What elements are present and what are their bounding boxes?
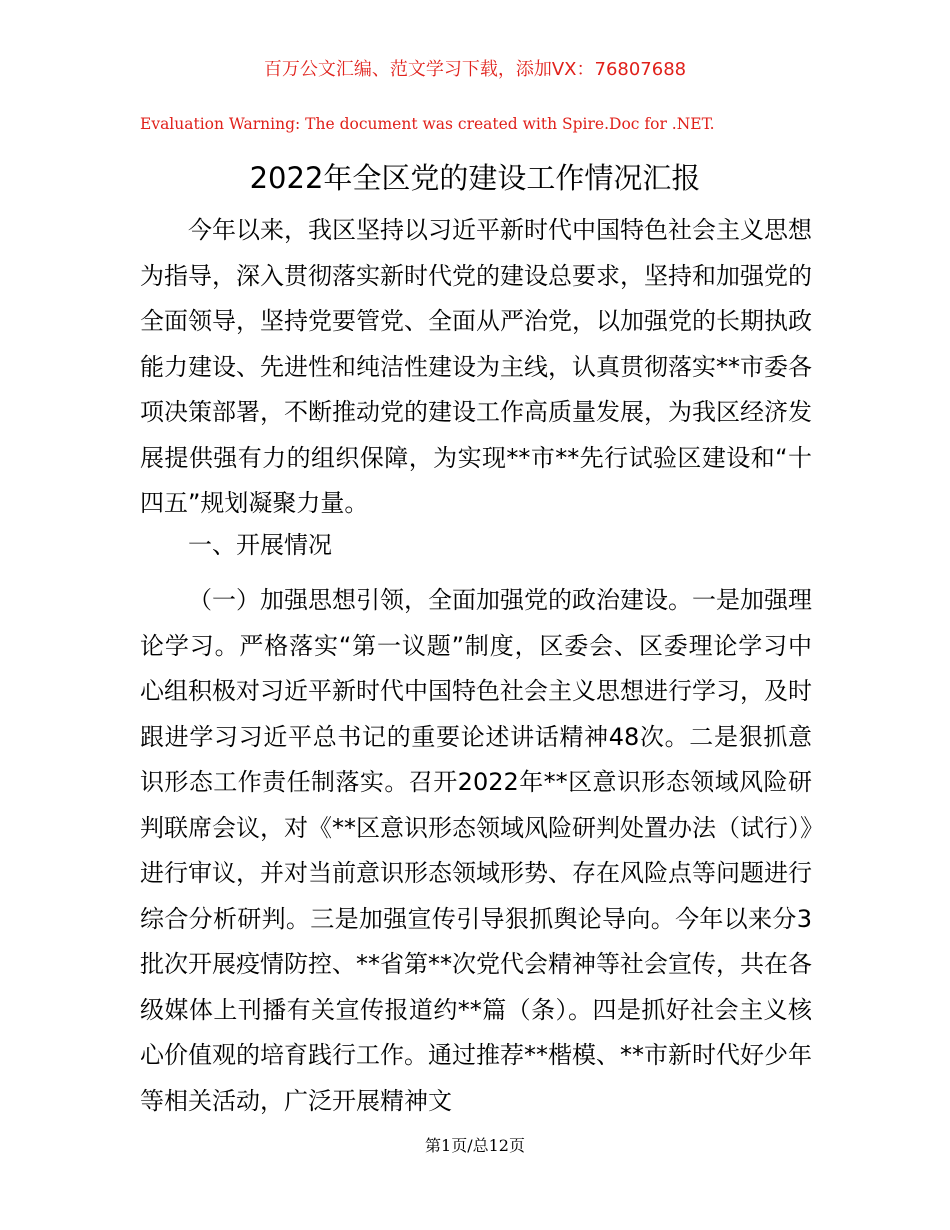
header-banner: 百万公文汇编、范文学习下载，添加VX：76807688 — [263, 59, 687, 80]
page-indicator: 第1页/总12页 — [425, 1136, 525, 1155]
document-title: 2022年全区党的建设工作情况汇报 — [249, 161, 701, 195]
evaluation-warning: Evaluation Warning: The document was created with Spire.Doc for .NET. — [140, 115, 715, 133]
intro-paragraph: 今年以来，我区坚持以习近平新时代中国特色社会主义思想为指导，深入贯彻落实新时代党的建设总要求，坚持和加强党的全面领导，坚持党要管党、全面从严治党，以加强党的长期执政能力建设、先进性和纯洁性建设为主线，认真贯彻落实**市委各项决策部署，不断推动党的建设工作高质量发展，为我区经济发展提供强有力的组织保障，为实现**市**先行试验区建设和“十四五”规划凝聚力量。 — [140, 216, 812, 517]
section-paragraph: （一）加强思想引领，全面加强党的政治建设。一是加强理论学习。严格落实“第一议题”制度，区委会、区委理论学习中心组积极对习近平新时代中国特色社会主义思想进行学习，及时跟进学习习近平总书记的重要论述讲话精神48次。二是狠抓意识形态工作责任制落实。召开2022年**区意识形态领域风险研判联席会议，对《**区意识形态领域风险研判处置办法（试行）》进行审议，并对当前意识形态领域形势、存在风险点等问题进行综合分析研判。三是加强宣传引导狠抓舆论导向。今年以来分3批次开展疫情防控、**省第**次党代会精神等社会宣传，共在各级媒体上刊播有关宣传报道约**篇（条）。四是抓好社会主义核心价值观的培育践行工作。通过推荐**楷模、**市新时代好少年等相关活动，广泛开展精神文 — [140, 586, 812, 1115]
section-heading: 一、开展情况 — [188, 531, 332, 559]
